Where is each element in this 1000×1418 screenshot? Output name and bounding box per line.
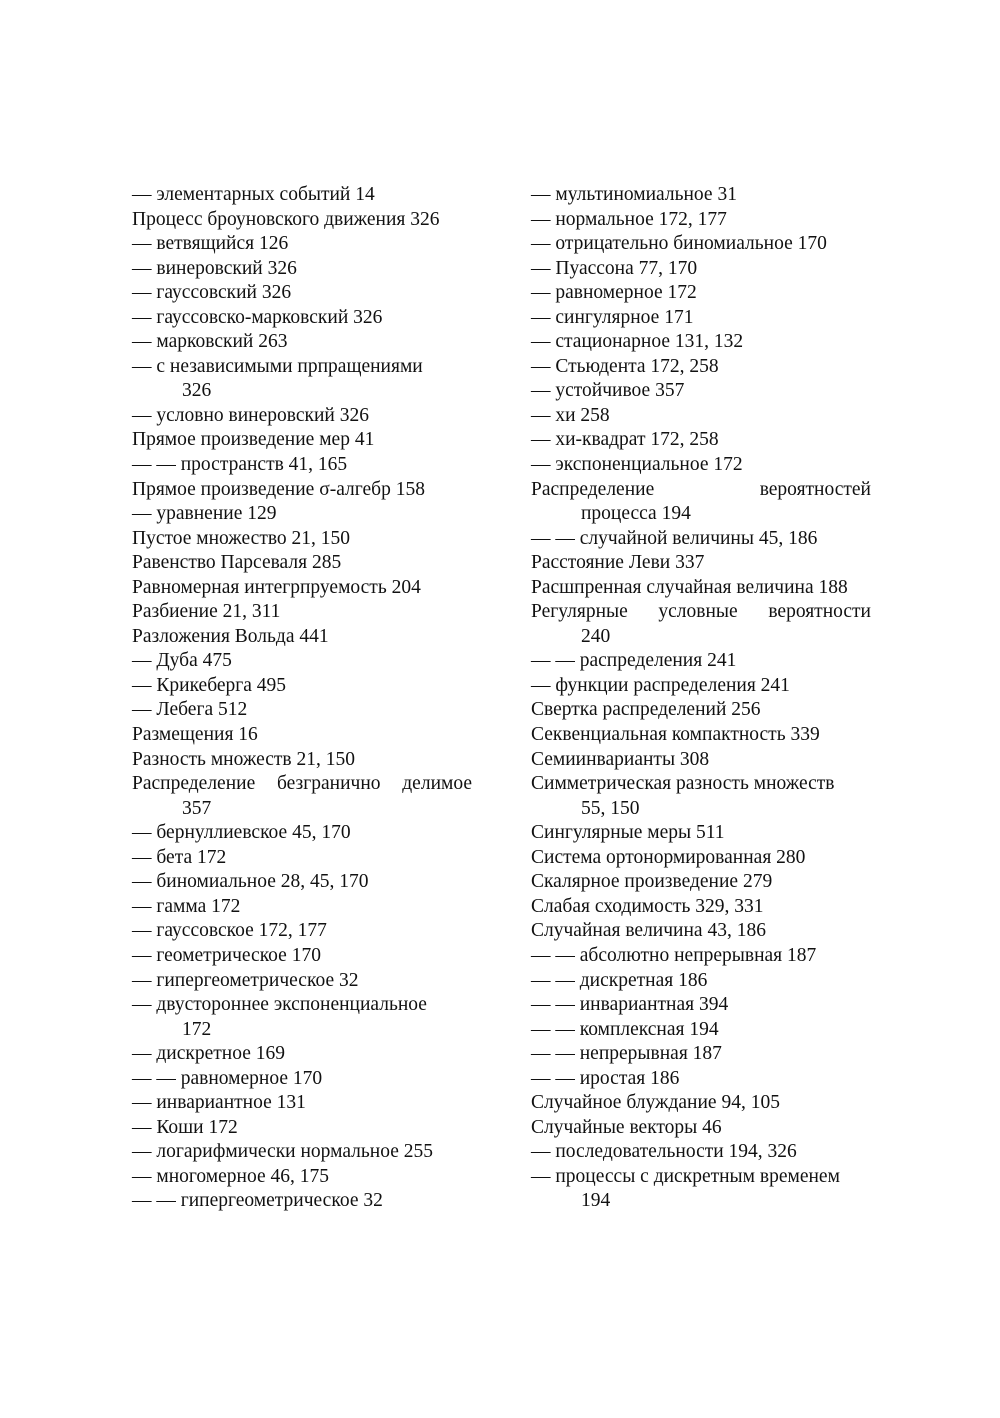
index-entry: — гипергеометрическое 32 <box>132 969 359 991</box>
index-entry: — геометрическое 170 <box>132 944 321 966</box>
index-entry: Равномерная интегрпруемость 204 <box>132 576 421 598</box>
index-entry-word: Регулярные <box>531 601 628 623</box>
index-entry: — гауссовское 172, 177 <box>132 920 327 942</box>
index-entry-word: безгранично <box>276 773 381 795</box>
index-entry: Расшпренная случайная величина 188 <box>531 576 848 598</box>
index-column-right <box>531 183 871 1214</box>
index-entry-continuation: процесса 194 <box>581 503 691 525</box>
index-entry <box>132 772 472 797</box>
index-entry: Разбиение 21, 311 <box>132 601 281 623</box>
index-entry: — — распределения 241 <box>531 650 737 672</box>
index-entry: — — случайной величины 45, 186 <box>531 527 818 549</box>
index-entry: Прямое произведение мер 41 <box>132 429 375 451</box>
index-entry: — уравнение 129 <box>132 503 277 525</box>
index-entry: — хи 258 <box>531 404 610 426</box>
index-entry: — биномиальное 28, 45, 170 <box>132 871 369 893</box>
index-entry-word: Распределение <box>132 773 256 795</box>
index-entry-continuation: 55, 150 <box>581 797 640 819</box>
index-entry: Сингулярные меры 511 <box>531 822 725 844</box>
index-entry: Система ортонормированная 280 <box>531 846 806 868</box>
index-entry: — Дуба 475 <box>132 650 232 672</box>
index-entry: — марковский 263 <box>132 331 288 353</box>
index-entry: Скалярное произведение 279 <box>531 871 773 893</box>
index-entry-word: вероятности <box>768 601 871 623</box>
index-entry: — Коши 172 <box>132 1116 238 1138</box>
index-entry-word: Распределение <box>531 478 655 500</box>
index-entry: — функции распределения 241 <box>531 674 790 696</box>
index-entry: — Крикеберга 495 <box>132 674 287 696</box>
index-entry-word: условные <box>658 601 738 623</box>
index-entry: — последовательности 194, 326 <box>531 1141 797 1163</box>
index-entry: — отрицательно биномиальное 170 <box>531 233 827 255</box>
index-entry: — бернуллиевское 45, 170 <box>132 822 351 844</box>
index-entry: — экспоненциальное 172 <box>531 454 743 476</box>
index-entry: — условно винеровский 326 <box>132 404 369 426</box>
index-entry: Свертка распределений 256 <box>531 699 761 721</box>
index-entry: — Стьюдента 172, 258 <box>531 355 719 377</box>
index-entry: — мультиномиальное 31 <box>531 184 737 205</box>
index-entry: — гауссовский 326 <box>132 282 292 304</box>
index-entry: Прямое произведение σ-алгебр 158 <box>132 478 425 500</box>
index-entry: — гауссовско-марковский 326 <box>132 306 383 328</box>
index-entry: — элементарных событий 14 <box>132 184 375 205</box>
index-entry: — нормальное 172, 177 <box>531 208 727 230</box>
index-entry: — — равномерное 170 <box>132 1067 323 1089</box>
index-entry: — многомерное 46, 175 <box>132 1165 329 1187</box>
index-entry: Случайные векторы 46 <box>531 1116 722 1138</box>
index-entry: Случайная величина 43, 186 <box>531 920 766 942</box>
index-entry: Равенство Парсеваля 285 <box>132 552 342 574</box>
index-entry: — — инвариантная 394 <box>531 994 729 1016</box>
index-entry: — инвариантное 131 <box>132 1092 306 1114</box>
index-entry: — Лебега 512 <box>132 699 248 721</box>
index-entry: — — абсолютно непрерывная 187 <box>531 944 817 966</box>
index-entry: — винеровский 326 <box>132 257 297 279</box>
index-entry: Процесс броуновского движения 326 <box>132 208 440 230</box>
index-entry: — — иростая 186 <box>531 1067 680 1089</box>
index-entry <box>531 600 871 625</box>
index-entry: — гамма 172 <box>132 895 241 917</box>
index-entry: — бета 172 <box>132 846 227 868</box>
index-entry: Расстояние Леви 337 <box>531 552 705 574</box>
index-entry: — логарифмически нормальное 255 <box>132 1141 433 1163</box>
index-entry: Случайное блуждание 94, 105 <box>531 1092 780 1114</box>
index-entry: — сингулярное 171 <box>531 306 694 328</box>
index-entry: — — дискретная 186 <box>531 969 708 991</box>
index-entry: — ветвящийся 126 <box>132 233 289 255</box>
index-entry: Разность множеств 21, 150 <box>132 748 355 770</box>
index-entry: — равномерное 172 <box>531 282 697 304</box>
index-entry: Размещения 16 <box>132 724 258 746</box>
index-entry: — двустороннее экспоненциальное <box>132 994 427 1016</box>
index-entry: — хи-квадрат 172, 258 <box>531 429 719 451</box>
index-entry: — — гипергеометрическое 32 <box>132 1190 383 1212</box>
index-entry-word: вероятностей <box>759 478 871 500</box>
index-entry: Слабая сходимость 329, 331 <box>531 895 764 917</box>
index-entry-word: делимое <box>402 773 472 795</box>
index-entry: Симметрическая разность множеств <box>531 773 835 795</box>
index-entry: Пустое множество 21, 150 <box>132 527 351 549</box>
index-entry <box>531 478 871 503</box>
index-entry: — — непрерывная 187 <box>531 1043 722 1065</box>
index-entry: — Пуассона 77, 170 <box>531 257 698 279</box>
index-entry: — устойчивое 357 <box>531 380 685 402</box>
index-entry: — — пространств 41, 165 <box>132 454 348 476</box>
index-entry: — с независимыми прпращениями <box>132 355 423 377</box>
index-entry: Разложения Вольда 441 <box>132 625 329 647</box>
index-column-left <box>132 183 472 1214</box>
index-entry: — стационарное 131, 132 <box>531 331 744 353</box>
index-entry-continuation: 326 <box>182 380 212 402</box>
index-entry: — процессы с дискретным временем <box>531 1165 840 1187</box>
index-entry-continuation: 357 <box>182 797 212 819</box>
index-entry: — дискретное 169 <box>132 1043 285 1065</box>
index-entry-continuation: 172 <box>182 1018 212 1040</box>
index-entry-continuation: 240 <box>581 625 611 647</box>
index-entry: Семиинварианты 308 <box>531 748 710 770</box>
index-entry: — — комплексная 194 <box>531 1018 719 1040</box>
index-entry: Секвенциальная компактность 339 <box>531 724 820 746</box>
index-entry-continuation: 194 <box>581 1190 611 1212</box>
